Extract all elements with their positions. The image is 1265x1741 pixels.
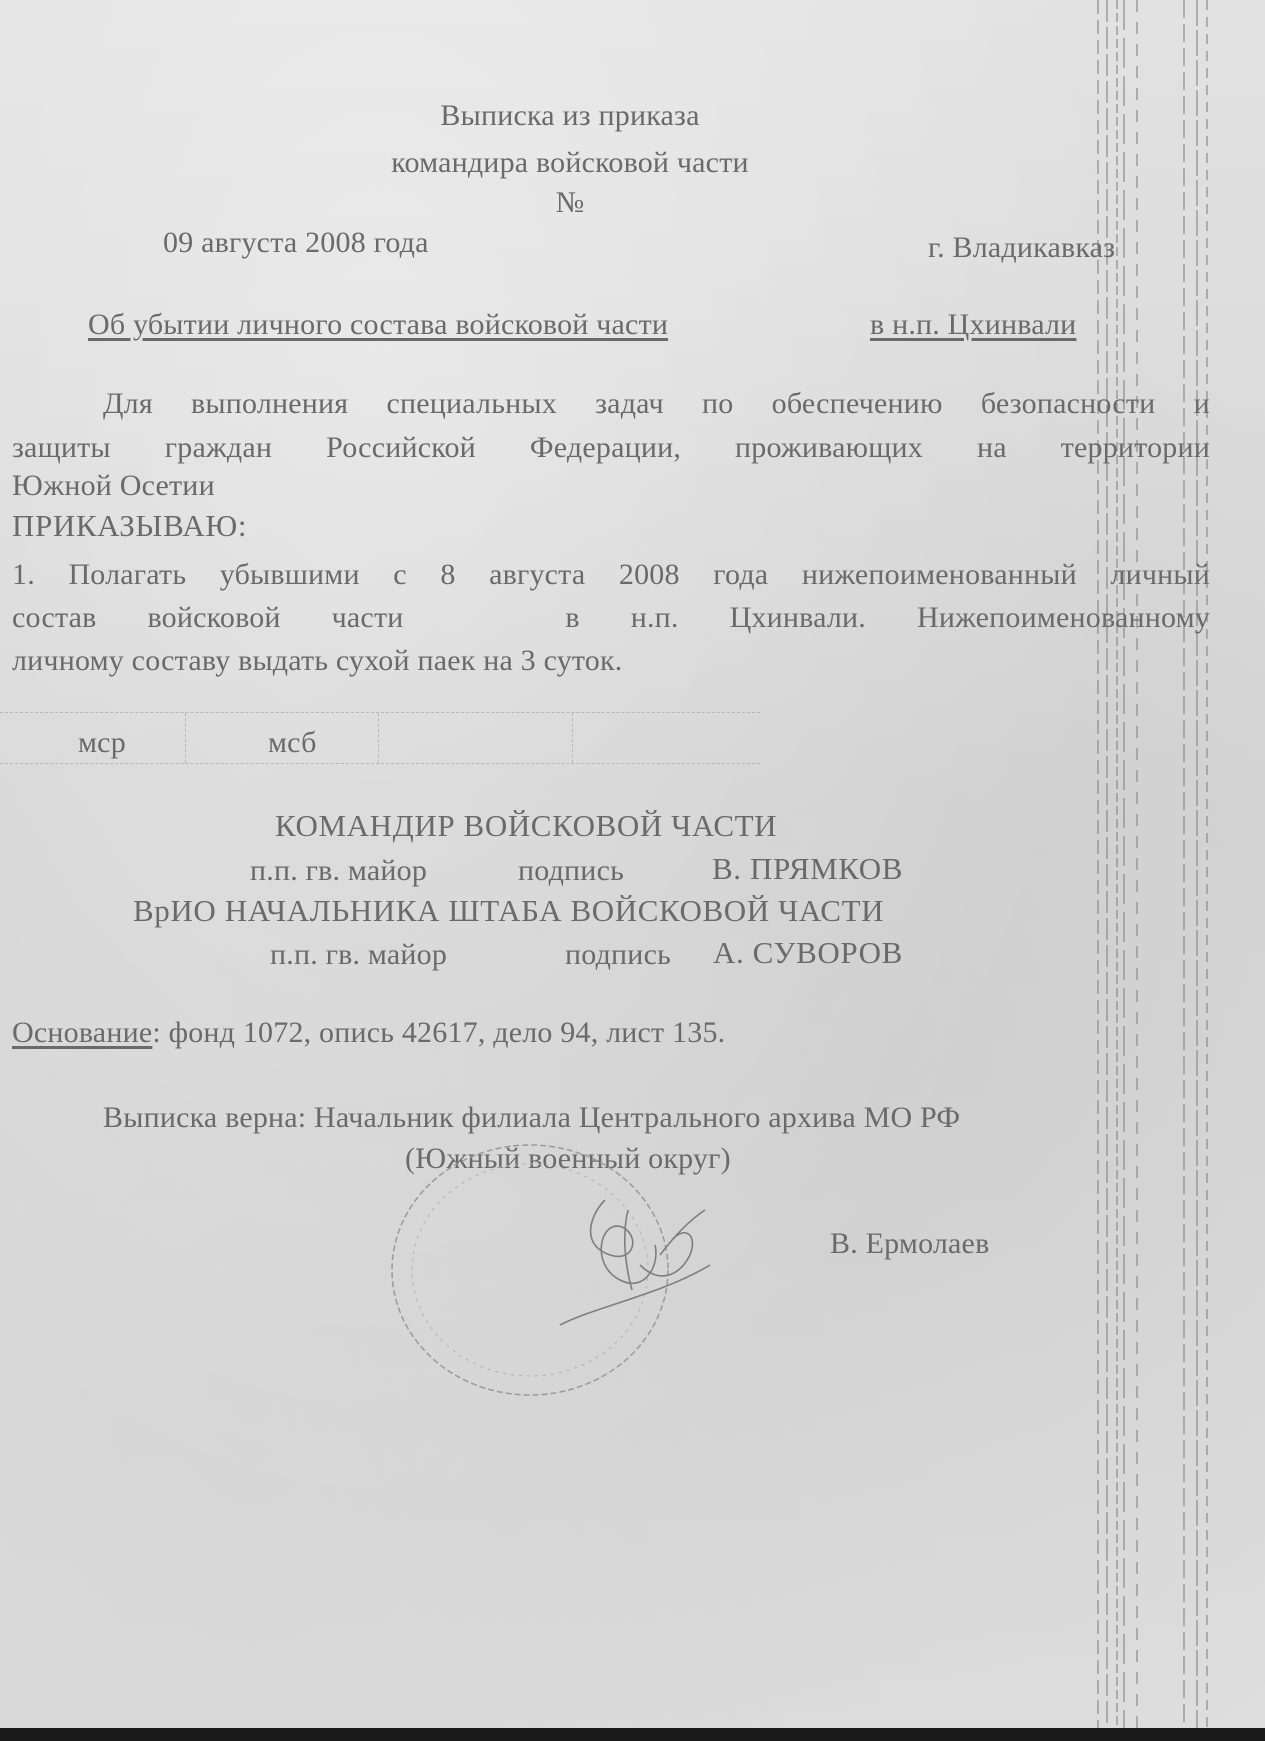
chief-name: А. СУВОРОВ bbox=[713, 935, 903, 970]
basis-line bbox=[12, 1015, 725, 1051]
commander-title: КОМАНДИР ВОЙСКОВОЙ ЧАСТИ bbox=[275, 808, 778, 843]
order-date: 09 августа 2008 года bbox=[163, 226, 429, 259]
item1-line-2: состав войсковой части в н.п. Цхинвали. Нижепоименованному bbox=[12, 601, 1210, 634]
basis-label: Основание bbox=[12, 1016, 153, 1049]
certified-line-2: (Южный военный округ) bbox=[405, 1142, 731, 1175]
order-number: № bbox=[555, 186, 585, 219]
subject-right: в н.п. Цхинвали bbox=[870, 308, 1077, 341]
seal-stamp bbox=[360, 1115, 760, 1415]
subject-left: Об убытии личного состава войсковой части bbox=[88, 308, 669, 341]
item1-line-1: 1. Полагать убывшими с 8 августа 2008 года нижепоименованный личный bbox=[12, 558, 1210, 591]
scan-bottom-border bbox=[0, 1728, 1265, 1741]
paragraph-line-2: защиты граждан Российской Федерации, проживающих на территории bbox=[12, 431, 1210, 464]
paragraph-line-1: Для выполнения специальных задач по обеспечению безопасности и bbox=[103, 387, 1210, 420]
certified-line-1: Выписка верна: Начальник филиала Центрального архива МО РФ bbox=[103, 1101, 961, 1134]
order-word: ПРИКАЗЫВАЮ: bbox=[12, 508, 248, 543]
chief-of-staff-title: ВрИО НАЧАЛЬНИКА ШТАБА ВОЙСКОВОЙ ЧАСТИ bbox=[133, 893, 885, 928]
item1-line-3: личному составу выдать сухой паек на 3 суток. bbox=[12, 644, 623, 677]
signer-name: В. Ермолаев bbox=[830, 1227, 990, 1260]
commander-rank: п.п. гв. майор bbox=[250, 854, 428, 887]
table-col-msr: мср bbox=[78, 726, 126, 759]
commander-signature-mark: подпись bbox=[518, 854, 624, 887]
chief-signature-mark: подпись bbox=[565, 938, 671, 971]
table-col-msb: мсб bbox=[268, 726, 317, 759]
title-line-2: командира войсковой части bbox=[391, 146, 749, 179]
handwritten-signature bbox=[560, 1200, 710, 1325]
chief-rank: п.п. гв. майор bbox=[270, 938, 448, 971]
basis-text: : фонд 1072, опись 42617, дело 94, лист 135. bbox=[152, 1016, 726, 1049]
commander-name: В. ПРЯМКОВ bbox=[712, 851, 904, 886]
paragraph-line-3: Южной Осетии bbox=[12, 469, 215, 502]
title-line-1: Выписка из приказа bbox=[440, 99, 700, 132]
order-city: г. Владикавказ bbox=[928, 231, 1116, 264]
blank-unit-number bbox=[454, 600, 514, 636]
